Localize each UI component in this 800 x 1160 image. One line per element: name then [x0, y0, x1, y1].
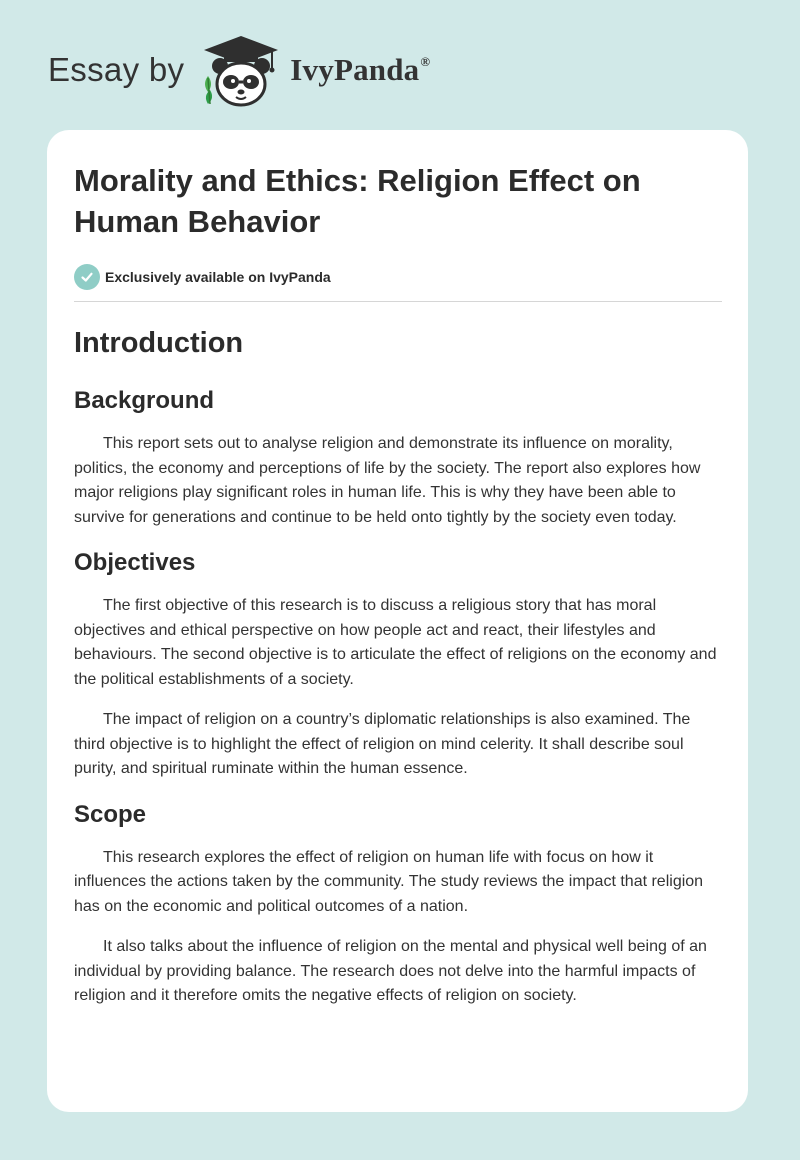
paragraph: This research explores the effect of religion on human life with focus on how it influences the actions taken by the community. The study reviews the impact that religion has on the economic and political outcomes of a nation.: [74, 848, 704, 915]
heading-introduction: Introduction: [74, 327, 244, 359]
panda-mascot-icon: [198, 32, 284, 108]
exclusive-badge: [74, 264, 722, 302]
heading-background: Background: [74, 387, 215, 414]
ivypanda-logo[interactable]: [198, 32, 430, 108]
paragraph: It also talks about the influence of religion on the mental and physical well being of an individual by providing balance. The research does not delve into the harmful impacts of religion and it therefore omits the negative effects of religion on society.: [74, 938, 707, 1004]
registered-mark: ®: [420, 54, 431, 69]
brand-name: IvyPanda®: [290, 52, 431, 87]
heading-objectives: Objectives: [74, 549, 196, 576]
essay-card: [47, 130, 748, 1112]
badge-text: Exclusively available on IvyPanda: [105, 269, 331, 285]
paragraph: The first objective of this research is to discuss a religious story that has moral objectives and ethical perspective on how people act and react, their lifestyles and behaviours. The second objective is to articulate the effect of religions on the economy and the political establishments of a society.: [74, 597, 717, 688]
site-header: [48, 30, 430, 110]
paragraph: The impact of religion on a country’s diplomatic relationships is also examined. The third objective is to highlight the effect of religion on mind celerity. It shall describe soul purity, and spiritual ruminate within the human essence.: [74, 711, 691, 777]
essay-content: [74, 160, 722, 1009]
heading-scope: Scope: [74, 800, 147, 828]
paragraph: This report sets out to analyse religion and demonstrate its influence on morality, politics, the economy and perceptions of life by the society. The report also explores how major religions play significant roles in human life. This is why they have been able to survive for generations and continue to be held onto tightly by the society even today.: [74, 435, 701, 526]
essay-by-label: Essay by: [48, 51, 185, 88]
essay-title: Morality and Ethics: Religion Effect on Human Behavior: [74, 163, 641, 239]
check-icon: [74, 264, 100, 290]
